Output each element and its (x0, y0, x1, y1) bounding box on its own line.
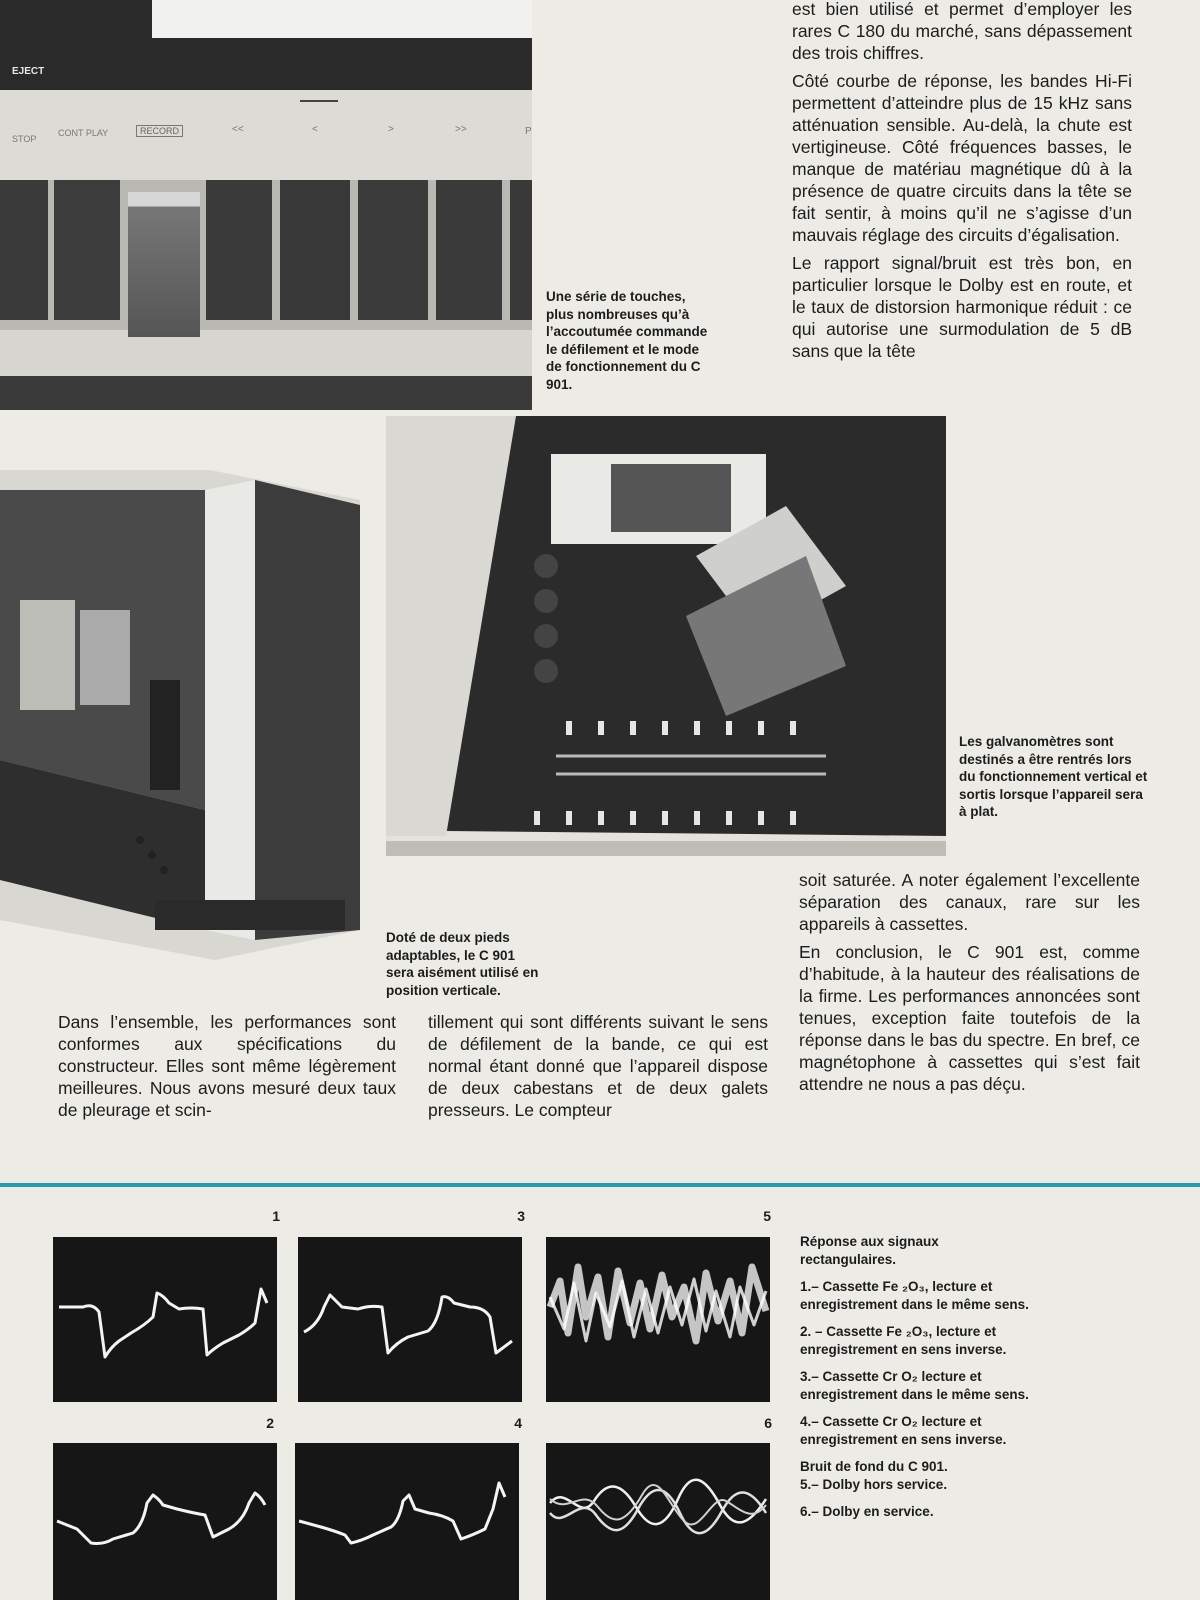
figure-number: 4 (514, 1415, 522, 1431)
key (206, 180, 272, 320)
paragraph: est bien utilisé et permet d’employer les rares C 180 du marché, sans dépassement des trois chiffres. (792, 0, 1132, 63)
rewind-symbol: << (232, 124, 244, 135)
stop-label: STOP (12, 134, 37, 144)
pause-marker (300, 100, 338, 102)
legend-item: 6.– Dolby en service. (800, 1504, 934, 1519)
scope-figure-3 (298, 1237, 522, 1402)
column-middle (428, 1011, 768, 1127)
paragraph: tillement qui sont différents suivant le sens de défilement de la bande, ce qui est normal étant donné que l’appareil dispose de deux cabestans et de deux galets presseurs. Le compteur (428, 1012, 768, 1120)
scope-figure-5 (546, 1237, 770, 1402)
caption-keys: Une série de touches, plus nombreuses qu’à l’accoutumée commande le défilement et le mode de fonctionnement du C 901. (546, 289, 708, 392)
key (358, 180, 428, 320)
paragraph: Le rapport signal/bruit est très bon, en particulier lorsque le Dolby est en route, et le taux de distorsion harmonique réduit : ce qui autorise une surmodulation de 5 dB sans que la tête (792, 253, 1132, 361)
play-symbol: > (388, 124, 394, 135)
deck-base (0, 376, 532, 410)
scope-figure-4 (295, 1443, 519, 1600)
legend-item: Bruit de fond du C 901. (800, 1459, 948, 1474)
eject-label: EJECT (12, 66, 45, 77)
scope-figure-2 (53, 1443, 277, 1600)
photo-deck-vertical (0, 460, 362, 970)
paragraph: Côté courbe de réponse, les bandes Hi-Fi permettent d’atteindre plus de 15 kHz sans atténuation sensible. Au-delà, la chute est vertigineuse. Côté fréquences basses, le manque de matériau magnétique dû à la présence de quatre circuits dans la tête se fait sentir, à moins qu’il ne s’agisse d’un mauvais réglage des circuits d’égalisation. (792, 71, 1132, 245)
photo-deck-keys (0, 0, 532, 410)
section-rule (0, 1183, 1200, 1187)
paragraph: soit saturée. A noter également l’excellente séparation des canaux, rare sur les appareils à cassettes. (799, 870, 1140, 934)
rev-symbol: < (312, 124, 318, 135)
column-right-top (792, 0, 1132, 368)
cont-play-label: CONT PLAY (58, 128, 109, 138)
figure-number: 2 (266, 1415, 274, 1431)
caption-meters: Les galvanomètres sont destinés a être rentrés lors du fonctionnement vertical et sortis lorsque l’appareil sera à plat. (959, 734, 1148, 819)
pause-symbol: P (525, 126, 532, 137)
key (436, 180, 502, 320)
panel-window (152, 0, 532, 38)
figure-number: 1 (272, 1208, 280, 1224)
legend-item: 4.– Cassette Cr O₂ lecture et enregistrement en sens inverse. (800, 1414, 1007, 1447)
legend-item: 5.– Dolby hors service. (800, 1477, 948, 1492)
photo-meters (386, 416, 946, 856)
key-record-pressed (128, 192, 200, 337)
column-right-bottom (799, 869, 1140, 1101)
figure-number: 5 (763, 1208, 771, 1224)
caption-vertical: Doté de deux pieds adaptables, le C 901 sera aisément utilisé en position verticale. (386, 930, 539, 998)
keys-row (0, 180, 532, 330)
paragraph: Dans l’ensemble, les performances sont conformes aux spécifications du constructeur. Elles sont même légèrement meilleures. Nous avons mesuré deux taux de pleurage et scin- (58, 1012, 396, 1120)
legend-item: 3.– Cassette Cr O₂ lecture et enregistrement dans le même sens. (800, 1369, 1029, 1402)
key (280, 180, 350, 320)
figure-legend (800, 1233, 1030, 1530)
legend-item: 2. – Cassette Fe ₂O₃, lecture et enregistrement en sens inverse. (800, 1324, 1007, 1357)
ffwd-symbol: >> (455, 124, 467, 135)
column-left (58, 1011, 396, 1127)
legend-title: Réponse aux signaux rectangulaires. (800, 1234, 939, 1267)
figure-number: 6 (764, 1415, 772, 1431)
legend-item: 1.– Cassette Fe ₂O₃, lecture et enregistrement dans le même sens. (800, 1279, 1029, 1312)
key (54, 180, 120, 320)
key (510, 180, 532, 320)
paragraph: En conclusion, le C 901 est, comme d’habitude, à la hauteur des réalisations de la firme. Les performances annoncées sont tenues, exception faite toutefois de la réponse dans le bas du spectre. En bref, ce magnétophone à cassettes qui s’est fait attendre ne nous a pas déçu. (799, 942, 1140, 1094)
key (0, 180, 48, 320)
scope-figure-1 (53, 1237, 277, 1402)
scope-figure-6 (546, 1443, 770, 1600)
figure-number: 3 (517, 1208, 525, 1224)
record-label: RECORD (136, 125, 183, 137)
